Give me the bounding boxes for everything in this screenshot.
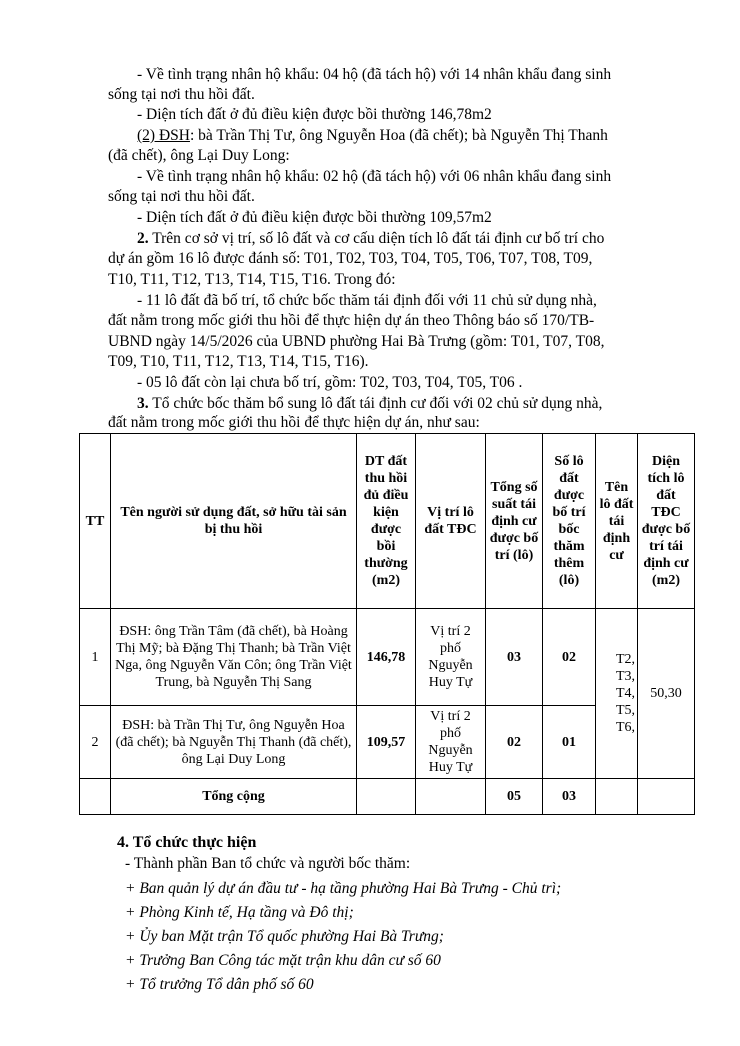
row-1-area: 146,78 [357,609,416,706]
row-1-extra: 02 [543,609,596,706]
resettlement-table [79,433,695,815]
row-2-tt: 2 [80,706,111,779]
section-4-item: + Ủy ban Mặt trận Tổ quốc phường Hai Bà Trưng; [125,928,444,945]
row-1-location: Vị trí 2 phố Nguyễn Huy Tự [416,609,486,706]
total-row-total: 05 [486,779,543,815]
paragraph-assigned-d: T09, T10, T11, T12, T13, T14, T15, T16). [108,353,369,370]
table-row [80,609,695,706]
section-4-intro: - Thành phần Ban tổ chức và người bốc thăm: [125,855,411,872]
header-tt: TT [80,434,111,609]
row-2-total: 02 [486,706,543,779]
paragraph-section-2a [137,229,604,249]
header-area: DT đất thu hồi đủ điều kiện được bồi thường (m2) [357,434,416,609]
paragraph-area-2: - Diện tích đất ở đủ điều kiện được bồi thường 109,57m2 [137,209,492,226]
paragraph-household-1b: sống tại nơi thu hồi đất. [108,86,255,103]
paragraph-owner-2b: (đã chết), ông Lại Duy Long: [108,147,290,164]
row-1-total: 03 [486,609,543,706]
header-owner: Tên người sử dụng đất, sở hữu tài sản bị thu hồi [111,434,357,609]
section-3-text: Tổ chức bốc thăm bổ sung lô đất tái định cư đối với 02 chủ sử dụng nhà, [148,395,603,412]
total-row-extra: 03 [543,779,596,815]
section-4-heading: 4. Tổ chức thực hiện [117,834,257,851]
total-row-label: Tổng cộng [111,779,357,815]
section-2-text: Trên cơ sở vị trí, số lô đất và cơ cấu diện tích lô đất tái định cư bố trí cho [148,230,605,247]
merged-lot-area: 50,30 [638,609,695,779]
paragraph-household-2a: - Về tình trạng nhân hộ khẩu: 02 hộ (đã tách hộ) với 06 nhân khẩu đang sinh [137,168,612,185]
section-4-item: + Tổ trưởng Tổ dân phố số 60 [125,976,314,993]
total-row-lot-area-empty [638,779,695,815]
header-location: Vị trí lô đất TĐC [416,434,486,609]
row-2-location: Vị trí 2 phố Nguyễn Huy Tự [416,706,486,779]
section-4-item: + Ban quản lý dự án đầu tư - hạ tầng phường Hai Bà Trưng - Chủ trì; [125,880,562,897]
paragraph-area-1: - Diện tích đất ở đủ điều kiện được bồi thường 146,78m2 [137,106,492,123]
section-2-number: 2. [137,230,149,247]
header-lot-name: Tên lô đất tái định cư [596,434,638,609]
row-1-tt: 1 [80,609,111,706]
total-row-lot-name-empty [596,779,638,815]
header-total: Tổng số suất tái định cư được bố trí (lô) [486,434,543,609]
owner-2-label: (2) ĐSH [137,127,190,144]
paragraph-section-2c: T10, T11, T12, T13, T14, T15, T16. Trong đó: [108,271,396,288]
paragraph-section-2b: dự án gồm 16 lô được đánh số: T01, T02, T03, T04, T05, T06, T07, T08, T09, [108,250,593,267]
paragraph-remaining: - 05 lô đất còn lại chưa bố trí, gồm: T02, T03, T04, T05, T06 . [137,374,523,391]
paragraph-household-1a: - Về tình trạng nhân hộ khẩu: 04 hộ (đã tách hộ) với 14 nhân khẩu đang sinh [137,66,612,83]
paragraph-section-3a [137,394,602,414]
owner-2-text: : bà Trần Thị Tư, ông Nguyễn Hoa (đã chết); bà Nguyễn Thị Thanh [189,127,608,144]
merged-lot-names: T2, T3, T4, T5, T6, [596,609,638,779]
table-total-row [80,779,695,815]
total-row-area-empty [357,779,416,815]
header-lot-area: Diện tích lô đất TĐC được bố trí tái định cư (m2) [638,434,695,609]
paragraph-assigned-c: UBND ngày 14/5/2026 của UBND phường Hai Bà Trưng (gồm: T01, T07, T08, [108,333,605,350]
section-4-item: + Phòng Kinh tế, Hạ tầng và Đô thị; [125,904,354,921]
paragraph-assigned-a: - 11 lô đất đã bố trí, tổ chức bốc thăm tái định đối với 11 chủ sử dụng nhà, [137,292,597,309]
row-1-owner: ĐSH: ông Trần Tâm (đã chết), bà Hoàng Thị Mỹ; bà Đặng Thị Thanh; bà Trần Việt Nga, ông Nguyễn Văn Côn; ông Trần Việt Trung, bà Nguyễn Thị Sang [111,609,357,706]
row-2-area: 109,57 [357,706,416,779]
paragraph-owner-2a [137,126,608,146]
total-row-tt-empty [80,779,111,815]
paragraph-household-2b: sống tại nơi thu hồi đất. [108,188,255,205]
row-2-extra: 01 [543,706,596,779]
section-4-item: + Trưởng Ban Công tác mặt trận khu dân cư số 60 [125,952,441,969]
total-row-location-empty [416,779,486,815]
paragraph-assigned-b: đất nằm trong mốc giới thu hồi để thực hiện dự án theo Thông báo số 170/TB- [108,312,595,329]
section-3-number: 3. [137,395,149,412]
table-header-row [80,434,695,609]
header-extra: Số lô đất được bố trí bốc thăm thêm (lô) [543,434,596,609]
row-2-owner: ĐSH: bà Trần Thị Tư, ông Nguyễn Hoa (đã chết); bà Nguyễn Thị Thanh (đã chết), ông Lại Duy Long [111,706,357,779]
paragraph-section-3b: đất nằm trong mốc giới thu hồi để thực hiện dự án, như sau: [108,414,480,431]
